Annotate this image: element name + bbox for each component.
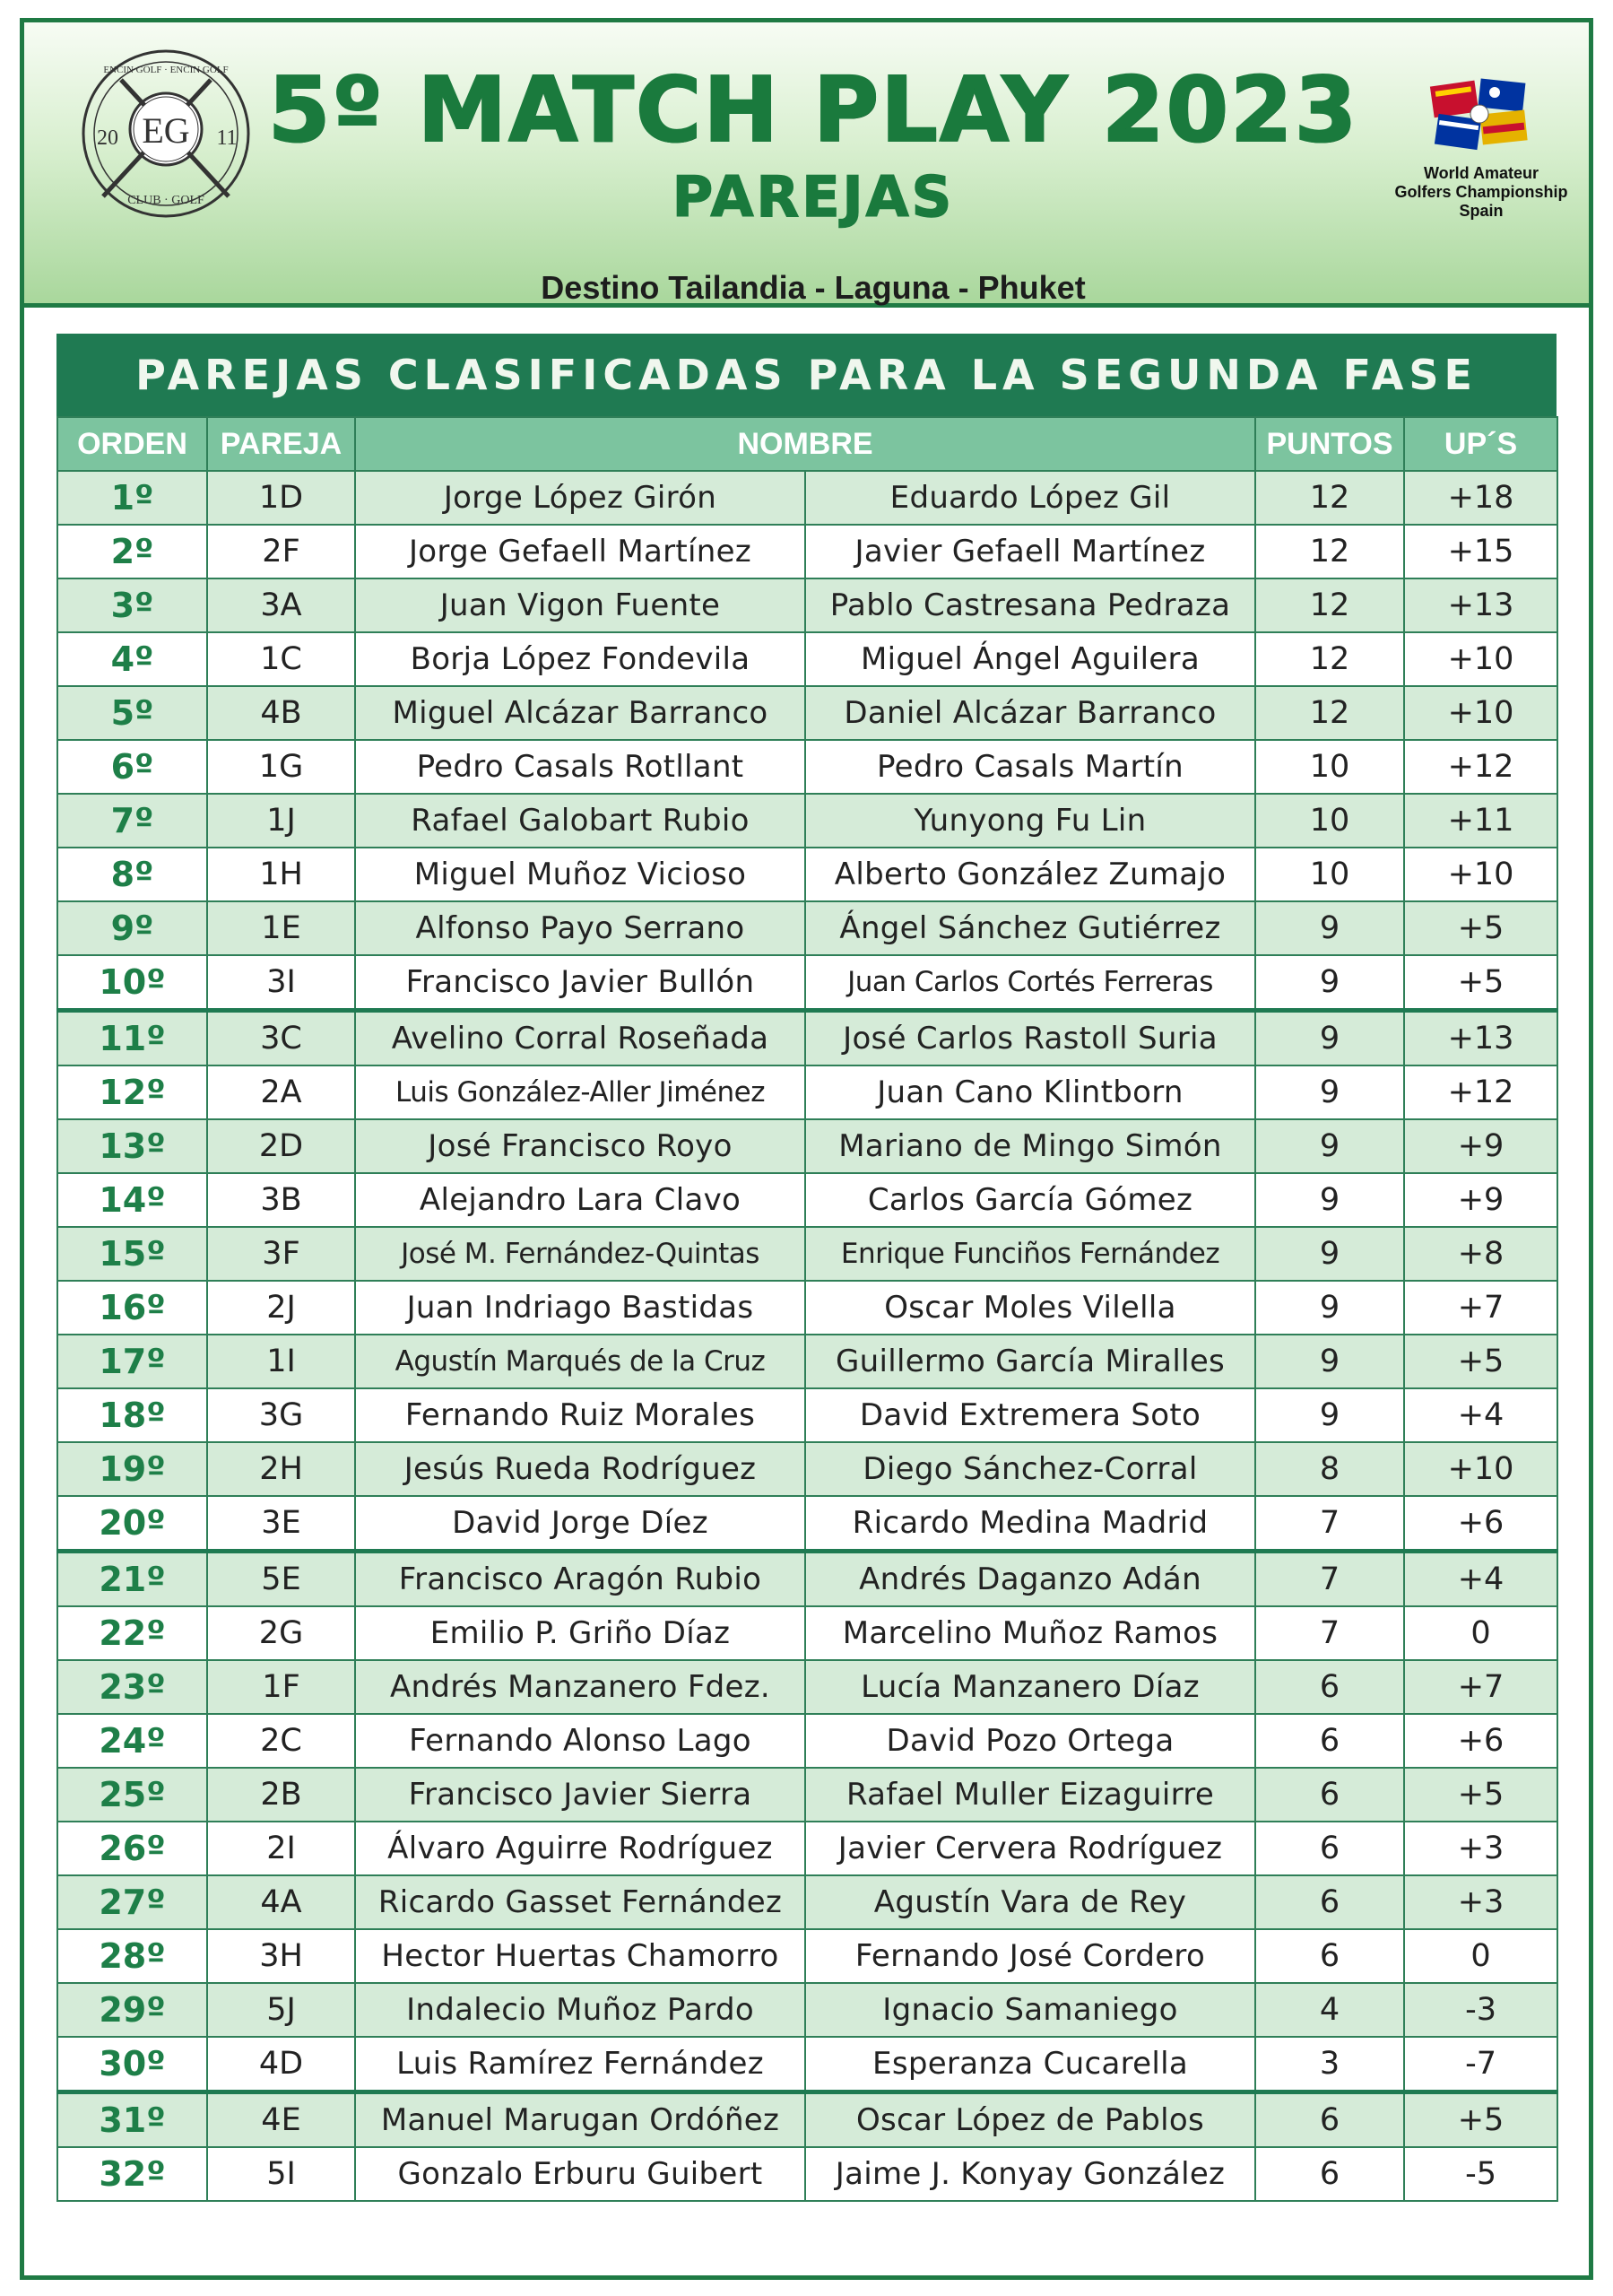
points-cell: 9 (1255, 1065, 1404, 1119)
table-row (57, 525, 1557, 578)
wagc-line-3: Spain (1459, 202, 1504, 220)
rank-cell: 13º (57, 1119, 207, 1173)
ups-cell: +5 (1404, 901, 1557, 955)
pair-code-cell: 4A (207, 1875, 355, 1929)
rank-cell: 11º (57, 1011, 207, 1066)
player-1-cell: José Francisco Royo (355, 1119, 805, 1173)
player-2-cell: Andrés Daganzo Adán (805, 1552, 1255, 1607)
points-cell: 9 (1255, 1388, 1404, 1442)
pair-code-cell: 1C (207, 632, 355, 686)
pair-code-cell: 1F (207, 1660, 355, 1714)
table-row (57, 1660, 1557, 1714)
table-row (57, 794, 1557, 848)
table-row (57, 1388, 1557, 1442)
header-nombre: NOMBRE (355, 417, 1255, 471)
player-1-cell: Francisco Javier Sierra (355, 1768, 805, 1822)
player-1-cell: Manuel Marugan Ordóñez (355, 2092, 805, 2148)
player-1-cell: Álvaro Aguirre Rodríguez (355, 1822, 805, 1875)
player-1-cell: Miguel Muñoz Vicioso (355, 848, 805, 901)
points-cell: 12 (1255, 632, 1404, 686)
points-cell: 9 (1255, 1335, 1404, 1388)
table-row (57, 578, 1557, 632)
points-cell: 9 (1255, 1281, 1404, 1335)
player-2-cell: Lucía Manzanero Díaz (805, 1660, 1255, 1714)
rank-cell: 15º (57, 1227, 207, 1281)
pair-code-cell: 3A (207, 578, 355, 632)
pair-code-cell: 4D (207, 2037, 355, 2092)
player-1-cell: Juan Indriago Bastidas (355, 1281, 805, 1335)
player-2-cell: Juan Carlos Cortés Ferreras (805, 955, 1255, 1011)
wagc-logo (1374, 76, 1589, 229)
pair-code-cell: 2H (207, 1442, 355, 1496)
ups-cell: +9 (1404, 1173, 1557, 1227)
player-1-cell: Rafael Galobart Rubio (355, 794, 805, 848)
table-row (57, 471, 1557, 525)
player-2-cell: Ignacio Samaniego (805, 1983, 1255, 2037)
player-1-cell: Luis González-Aller Jiménez (355, 1065, 805, 1119)
rank-cell: 18º (57, 1388, 207, 1442)
points-cell: 7 (1255, 1606, 1404, 1660)
player-2-cell: Pablo Castresana Pedraza (805, 578, 1255, 632)
player-2-cell: Fernando José Cordero (805, 1929, 1255, 1983)
points-cell: 12 (1255, 578, 1404, 632)
ups-cell: +12 (1404, 1065, 1557, 1119)
rank-cell: 29º (57, 1983, 207, 2037)
table-row (57, 1442, 1557, 1496)
header-puntos: PUNTOS (1255, 417, 1404, 471)
player-2-cell: Ángel Sánchez Gutiérrez (805, 901, 1255, 955)
table-row (57, 1714, 1557, 1768)
rank-cell: 28º (57, 1929, 207, 1983)
table-row (57, 1065, 1557, 1119)
pair-code-cell: 4E (207, 2092, 355, 2148)
table-row (57, 632, 1557, 686)
pair-code-cell: 1I (207, 1335, 355, 1388)
player-2-cell: David Pozo Ortega (805, 1714, 1255, 1768)
player-2-cell: David Extremera Soto (805, 1388, 1255, 1442)
pair-code-cell: 3G (207, 1388, 355, 1442)
player-1-cell: Borja López Fondevila (355, 632, 805, 686)
ups-cell: +10 (1404, 632, 1557, 686)
rank-cell: 5º (57, 686, 207, 740)
rank-cell: 32º (57, 2147, 207, 2201)
table-row (57, 1173, 1557, 1227)
player-1-cell: Francisco Javier Bullón (355, 955, 805, 1011)
player-1-cell: Jesús Rueda Rodríguez (355, 1442, 805, 1496)
player-2-cell: Daniel Alcázar Barranco (805, 686, 1255, 740)
pair-code-cell: 1G (207, 740, 355, 794)
ups-cell: +6 (1404, 1496, 1557, 1552)
table-header-row (57, 417, 1557, 471)
points-cell: 9 (1255, 1227, 1404, 1281)
player-2-cell: Javier Gefaell Martínez (805, 525, 1255, 578)
ups-cell: +13 (1404, 578, 1557, 632)
club-logo-year-left: 20 (97, 126, 118, 150)
table-row (57, 1606, 1557, 1660)
player-2-cell: José Carlos Rastoll Suria (805, 1011, 1255, 1066)
points-cell: 12 (1255, 471, 1404, 525)
points-cell: 10 (1255, 794, 1404, 848)
rank-cell: 1º (57, 471, 207, 525)
points-cell: 6 (1255, 1822, 1404, 1875)
player-2-cell: Diego Sánchez-Corral (805, 1442, 1255, 1496)
ups-cell: +9 (1404, 1119, 1557, 1173)
table-row (57, 1983, 1557, 2037)
player-1-cell: Andrés Manzanero Fdez. (355, 1660, 805, 1714)
ups-cell: +18 (1404, 471, 1557, 525)
pair-code-cell: 1J (207, 794, 355, 848)
points-cell: 12 (1255, 686, 1404, 740)
player-2-cell: Carlos García Gómez (805, 1173, 1255, 1227)
player-2-cell: Marcelino Muñoz Ramos (805, 1606, 1255, 1660)
points-cell: 3 (1255, 2037, 1404, 2092)
ups-cell: +10 (1404, 686, 1557, 740)
rank-cell: 6º (57, 740, 207, 794)
table-row (57, 1929, 1557, 1983)
ups-cell: +13 (1404, 1011, 1557, 1066)
ranking-grid (56, 416, 1558, 2202)
rank-cell: 24º (57, 1714, 207, 1768)
club-logo-monogram: EG (142, 110, 190, 151)
rank-cell: 23º (57, 1660, 207, 1714)
player-1-cell: Ricardo Gasset Fernández (355, 1875, 805, 1929)
pair-code-cell: 5E (207, 1552, 355, 1607)
points-cell: 10 (1255, 848, 1404, 901)
player-2-cell: Alberto González Zumajo (805, 848, 1255, 901)
table-title: PAREJAS CLASIFICADAS PARA LA SEGUNDA FASE (56, 334, 1557, 416)
player-1-cell: José M. Fernández-Quintas (355, 1227, 805, 1281)
points-cell: 6 (1255, 1714, 1404, 1768)
ups-cell: -3 (1404, 1983, 1557, 2037)
table-row (57, 1227, 1557, 1281)
wagc-line-1: World Amateur (1423, 164, 1539, 182)
pair-code-cell: 1H (207, 848, 355, 901)
pair-code-cell: 2A (207, 1065, 355, 1119)
pair-code-cell: 3I (207, 955, 355, 1011)
player-2-cell: Enrique Funciños Fernández (805, 1227, 1255, 1281)
points-cell: 9 (1255, 1011, 1404, 1066)
pair-code-cell: 2B (207, 1768, 355, 1822)
player-1-cell: Pedro Casals Rotllant (355, 740, 805, 794)
rank-cell: 27º (57, 1875, 207, 1929)
table-row (57, 2092, 1557, 2148)
player-1-cell: Juan Vigon Fuente (355, 578, 805, 632)
rank-cell: 2º (57, 525, 207, 578)
ups-cell: 0 (1404, 1606, 1557, 1660)
pair-code-cell: 4B (207, 686, 355, 740)
page-title: 5º MATCH PLAY 2023 (267, 57, 1359, 162)
player-2-cell: Mariano de Mingo Simón (805, 1119, 1255, 1173)
rank-cell: 31º (57, 2092, 207, 2148)
player-2-cell: Guillermo García Miralles (805, 1335, 1255, 1388)
rank-cell: 30º (57, 2037, 207, 2092)
rank-cell: 4º (57, 632, 207, 686)
ups-cell: +5 (1404, 2092, 1557, 2148)
points-cell: 12 (1255, 525, 1404, 578)
pair-code-cell: 3B (207, 1173, 355, 1227)
rank-cell: 20º (57, 1496, 207, 1552)
player-2-cell: Eduardo López Gil (805, 471, 1255, 525)
player-1-cell: Avelino Corral Roseñada (355, 1011, 805, 1066)
rank-cell: 25º (57, 1768, 207, 1822)
header-ups: UP´S (1404, 417, 1557, 471)
wagc-text (1374, 164, 1589, 221)
flags-emblem-icon (1427, 76, 1535, 161)
rank-cell: 9º (57, 901, 207, 955)
table-row (57, 1822, 1557, 1875)
header (24, 22, 1589, 308)
points-cell: 6 (1255, 1929, 1404, 1983)
table-row (57, 1768, 1557, 1822)
pair-code-cell: 2C (207, 1714, 355, 1768)
table-row (57, 686, 1557, 740)
ups-cell: +12 (1404, 740, 1557, 794)
points-cell: 7 (1255, 1496, 1404, 1552)
points-cell: 6 (1255, 1768, 1404, 1822)
pair-code-cell: 5J (207, 1983, 355, 2037)
header-orden: ORDEN (57, 417, 207, 471)
points-cell: 9 (1255, 1119, 1404, 1173)
player-1-cell: Luis Ramírez Fernández (355, 2037, 805, 2092)
ups-cell: +7 (1404, 1281, 1557, 1335)
player-2-cell: Rafael Muller Eizaguirre (805, 1768, 1255, 1822)
player-1-cell: Fernando Ruiz Morales (355, 1388, 805, 1442)
rank-cell: 12º (57, 1065, 207, 1119)
ups-cell: +4 (1404, 1388, 1557, 1442)
table-row (57, 1281, 1557, 1335)
player-1-cell: Gonzalo Erburu Guibert (355, 2147, 805, 2201)
points-cell: 9 (1255, 1173, 1404, 1227)
wagc-line-2: Golfers Championship (1394, 183, 1568, 201)
points-cell: 4 (1255, 1983, 1404, 2037)
rank-cell: 16º (57, 1281, 207, 1335)
player-1-cell: Miguel Alcázar Barranco (355, 686, 805, 740)
rank-cell: 21º (57, 1552, 207, 1607)
player-1-cell: Jorge Gefaell Martínez (355, 525, 805, 578)
rank-cell: 26º (57, 1822, 207, 1875)
table-row (57, 1552, 1557, 1607)
player-2-cell: Oscar Moles Vilella (805, 1281, 1255, 1335)
pair-code-cell: 2J (207, 1281, 355, 1335)
header-pareja: PAREJA (207, 417, 355, 471)
pair-code-cell: 3H (207, 1929, 355, 1983)
club-logo-bottom-text: CLUB · GOLF (127, 194, 204, 207)
table-row (57, 1011, 1557, 1066)
pair-code-cell: 1E (207, 901, 355, 955)
ups-cell: +4 (1404, 1552, 1557, 1607)
ups-cell: +8 (1404, 1227, 1557, 1281)
ups-cell: +5 (1404, 1335, 1557, 1388)
ups-cell: 0 (1404, 1929, 1557, 1983)
page-subtitle: PAREJAS (672, 164, 955, 230)
table-row (57, 901, 1557, 955)
player-1-cell: Francisco Aragón Rubio (355, 1552, 805, 1607)
player-2-cell: Esperanza Cucarella (805, 2037, 1255, 2092)
table-row (57, 1119, 1557, 1173)
table-row (57, 848, 1557, 901)
player-1-cell: Fernando Alonso Lago (355, 1714, 805, 1768)
points-cell: 6 (1255, 1875, 1404, 1929)
table-row (57, 1335, 1557, 1388)
table-row (57, 1875, 1557, 1929)
club-logo (76, 44, 256, 223)
points-cell: 9 (1255, 955, 1404, 1011)
player-1-cell: Alejandro Lara Clavo (355, 1173, 805, 1227)
pair-code-cell: 2F (207, 525, 355, 578)
pair-code-cell: 3E (207, 1496, 355, 1552)
ups-cell: -5 (1404, 2147, 1557, 2201)
pair-code-cell: 2D (207, 1119, 355, 1173)
player-2-cell: Javier Cervera Rodríguez (805, 1822, 1255, 1875)
player-1-cell: Alfonso Payo Serrano (355, 901, 805, 955)
ups-cell: -7 (1404, 2037, 1557, 2092)
points-cell: 6 (1255, 1660, 1404, 1714)
ups-cell: +7 (1404, 1660, 1557, 1714)
points-cell: 9 (1255, 901, 1404, 955)
player-2-cell: Miguel Ángel Aguilera (805, 632, 1255, 686)
table-row (57, 2147, 1557, 2201)
points-cell: 10 (1255, 740, 1404, 794)
ups-cell: +15 (1404, 525, 1557, 578)
ranking-table (56, 334, 1557, 2202)
table-row (57, 2037, 1557, 2092)
rank-cell: 3º (57, 578, 207, 632)
player-1-cell: Jorge López Girón (355, 471, 805, 525)
ups-cell: +5 (1404, 1768, 1557, 1822)
rank-cell: 10º (57, 955, 207, 1011)
rank-cell: 7º (57, 794, 207, 848)
pair-code-cell: 1D (207, 471, 355, 525)
points-cell: 7 (1255, 1552, 1404, 1607)
player-1-cell: Hector Huertas Chamorro (355, 1929, 805, 1983)
rank-cell: 8º (57, 848, 207, 901)
pair-code-cell: 5I (207, 2147, 355, 2201)
points-cell: 6 (1255, 2147, 1404, 2201)
pair-code-cell: 3C (207, 1011, 355, 1066)
rank-cell: 14º (57, 1173, 207, 1227)
player-1-cell: Indalecio Muñoz Pardo (355, 1983, 805, 2037)
player-2-cell: Agustín Vara de Rey (805, 1875, 1255, 1929)
player-2-cell: Juan Cano Klintborn (805, 1065, 1255, 1119)
points-cell: 6 (1255, 2092, 1404, 2148)
ups-cell: +10 (1404, 848, 1557, 901)
ups-cell: +11 (1404, 794, 1557, 848)
destination-text: Destino Tailandia - Laguna - Phuket (541, 269, 1086, 306)
table-row (57, 955, 1557, 1011)
ups-cell: +6 (1404, 1714, 1557, 1768)
ups-cell: +5 (1404, 955, 1557, 1011)
rank-cell: 22º (57, 1606, 207, 1660)
table-row (57, 740, 1557, 794)
ups-cell: +3 (1404, 1822, 1557, 1875)
player-1-cell: Emilio P. Griño Díaz (355, 1606, 805, 1660)
club-logo-top-text: ENCIN GOLF · ENCIN GOLF (103, 65, 229, 75)
player-2-cell: Ricardo Medina Madrid (805, 1496, 1255, 1552)
player-2-cell: Yunyong Fu Lin (805, 794, 1255, 848)
player-1-cell: Agustín Marqués de la Cruz (355, 1335, 805, 1388)
points-cell: 8 (1255, 1442, 1404, 1496)
rank-cell: 17º (57, 1335, 207, 1388)
ups-cell: +3 (1404, 1875, 1557, 1929)
ups-cell: +10 (1404, 1442, 1557, 1496)
club-logo-year-right: 11 (216, 126, 238, 150)
table-row (57, 1496, 1557, 1552)
player-2-cell: Pedro Casals Martín (805, 740, 1255, 794)
player-2-cell: Jaime J. Konyay González (805, 2147, 1255, 2201)
pair-code-cell: 2I (207, 1822, 355, 1875)
rank-cell: 19º (57, 1442, 207, 1496)
player-1-cell: David Jorge Díez (355, 1496, 805, 1552)
player-2-cell: Oscar López de Pablos (805, 2092, 1255, 2148)
pair-code-cell: 2G (207, 1606, 355, 1660)
pair-code-cell: 3F (207, 1227, 355, 1281)
